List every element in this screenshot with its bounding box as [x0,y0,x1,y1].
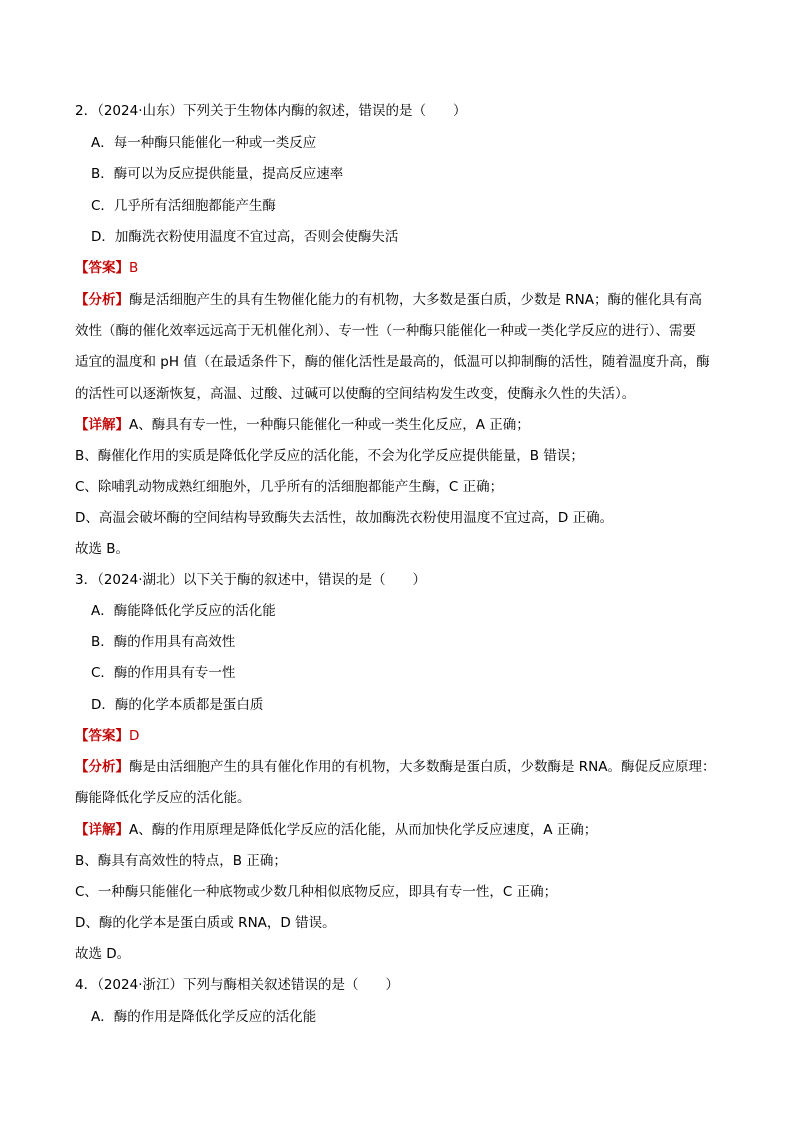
question-2-analysis-line-4: 的活性可以逐渐恢复，高温、过酸、过碱可以使酶的空间结构发生改变，使酶永久性的失活）。 [75,386,636,402]
question-2-detail-line-1 [75,415,735,435]
question-4-stem: 4．（2024·浙江）下列与酶相关叙述错误的是（ ） [75,977,399,993]
question-2-analysis-line-2: 效性（酶的催化效率远远高于无机催化剂）、专一性（一种酶只能催化一种或一类化学反应的进行）、需要 [75,323,696,339]
question-3-detail-line-3: C、一种酶只能催化一种底物或少数几种相似底物反应，即具有专一性，C 正确； [75,884,558,900]
analysis-label: 【分析】 [75,759,129,775]
question-3-detail-line-1 [75,820,735,840]
question-2-answer [75,258,735,278]
answer-label: 【答案】 [75,260,129,276]
answer-label: 【答案】 [75,728,129,744]
question-2-option-a: A．每一种酶只能催化一种或一类反应 [91,135,317,151]
question-4-option-a: A．酶的作用是降低化学反应的活化能 [91,1009,317,1025]
question-3-conclusion: 故选 D。 [75,946,131,962]
question-3-option-a: A．酶能降低化学反应的活化能 [91,603,276,619]
detail-label: 【详解】 [75,822,129,838]
question-3-analysis-line-1 [75,757,735,777]
analysis-text: 酶是由活细胞产生的具有催化作用的有机物，大多数酶是蛋白质，少数酶是 RNA。酶促反应原理： [129,759,716,775]
detail-text: A、酶的作用原理是降低化学反应的活化能，从而加快化学反应速度，A 正确； [129,822,598,838]
analysis-text: 酶是活细胞产生的具有生物催化能力的有机物，大多数是蛋白质，少数是 RNA；酶的催化具有高 [129,292,703,308]
question-2-detail-line-4: D、高温会破坏酶的空间结构导致酶失去活性，故加酶洗衣粉使用温度不宜过高，D 正确。 [75,510,614,526]
question-2-option-b: B．酶可以为反应提供能量，提高反应速率 [91,166,344,182]
answer-value: D [129,728,140,744]
question-3-stem: 3．（2024·湖北）以下关于酶的叙述中，错误的是（ ） [75,572,426,588]
detail-label: 【详解】 [75,417,129,433]
question-2-analysis-line-1 [75,290,735,310]
question-2-conclusion: 故选 B。 [75,541,130,557]
analysis-label: 【分析】 [75,292,129,308]
question-3-analysis-line-2: 酶能降低化学反应的活化能。 [75,790,251,806]
question-3-detail-line-4: D、酶的化学本是蛋白质或 RNA，D 错误。 [75,915,336,931]
question-3-option-c: C．酶的作用具有专一性 [91,665,236,681]
question-3-answer [75,726,735,746]
question-3-detail-line-2: B、酶具有高效性的特点，B 正确； [75,853,287,869]
question-2-detail-line-3: C、除哺乳动物成熟红细胞外，几乎所有的活细胞都能产生酶，C 正确； [75,479,504,495]
detail-text: A、酶具有专一性，一种酶只能催化一种或一类生化反应，A 正确； [129,417,530,433]
question-3-option-d: D．酶的化学本质都是蛋白质 [91,697,264,713]
question-2-option-d: D．加酶洗衣粉使用温度不宜过高，否则会使酶失活 [91,229,399,245]
question-2-option-c: C．几乎所有活细胞都能产生酶 [91,198,276,214]
question-2-analysis-line-3: 适宜的温度和 pH 值（在最适条件下，酶的催化活性是最高的，低温可以抑制酶的活性，随着温度升高，酶 [75,354,710,370]
question-2-stem: 2．（2024·山东）下列关于生物体内酶的叙述，错误的是（ ） [75,103,467,119]
question-2-detail-line-2: B、酶催化作用的实质是降低化学反应的活化能，不会为化学反应提供能量，B 错误； [75,448,584,464]
answer-value: B [129,260,139,276]
question-3-option-b: B．酶的作用具有高效性 [91,634,236,650]
